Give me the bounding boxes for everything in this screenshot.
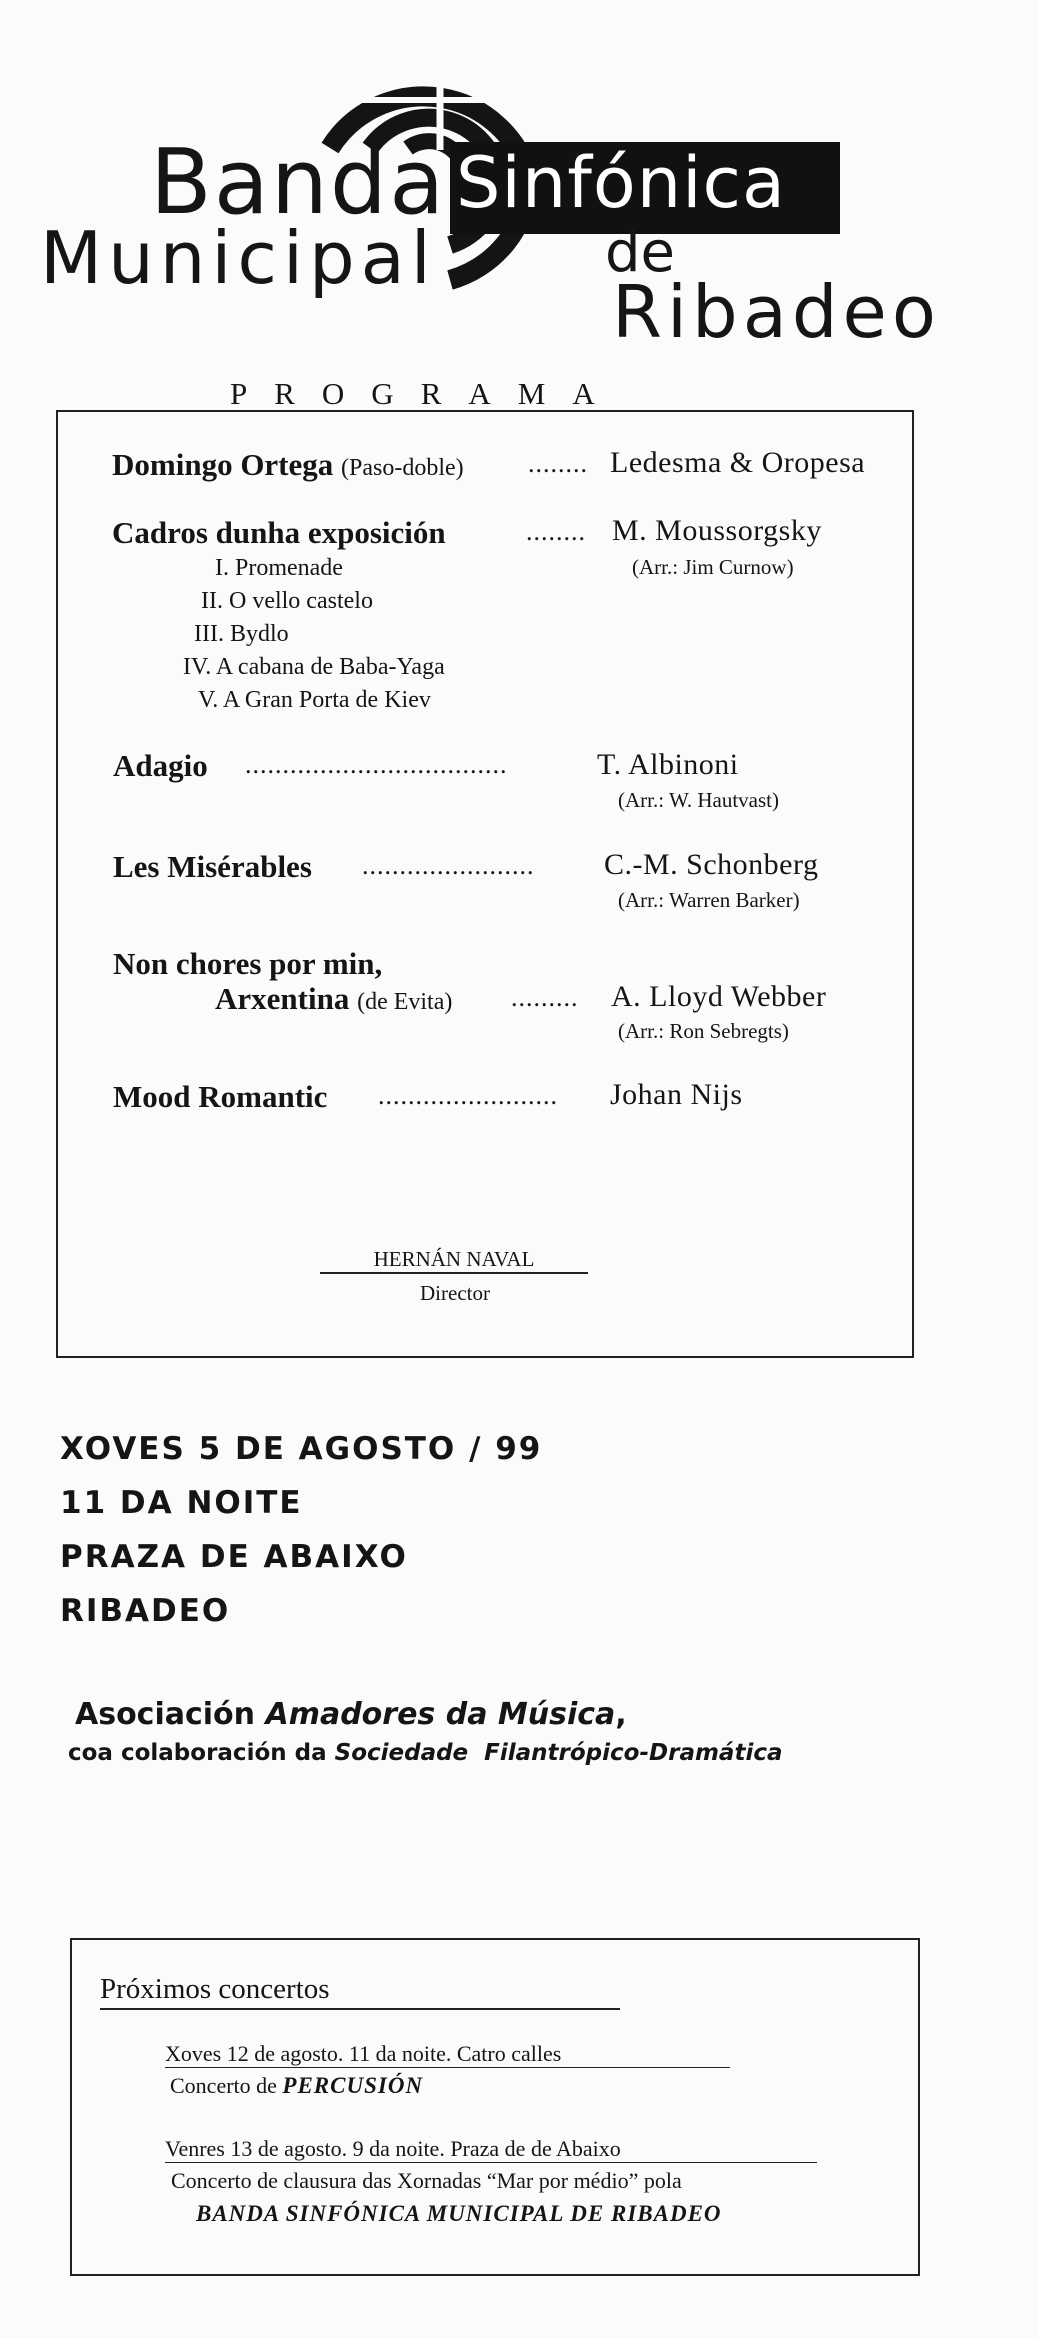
- header-ribadeo: Ribadeo: [612, 270, 941, 354]
- movement-item: III. Bydlo: [194, 621, 289, 647]
- upcoming-event-date: Venres 13 de agosto. 9 da noite. Praza de de Abaixo: [165, 2138, 817, 2163]
- program-dots: ........: [526, 517, 586, 546]
- director-name: HERNÁN NAVAL: [320, 1249, 588, 1274]
- program-dots: ........: [528, 449, 588, 478]
- program-arranger: (Arr.: Warren Barker): [618, 888, 800, 912]
- program-title-mood-romantic: Mood Romantic: [113, 1079, 328, 1114]
- program-composer: M. Moussorgsky: [612, 514, 822, 547]
- program-composer: A. Lloyd Webber: [611, 980, 827, 1013]
- movement-item: I. Promenade: [215, 555, 343, 581]
- event-town: RIBADEO: [60, 1593, 231, 1629]
- program-title-les-miserables: Les Misérables: [113, 849, 312, 884]
- program-dots: ........................: [378, 1081, 558, 1110]
- event-place: PRAZA DE ABAIXO: [60, 1539, 408, 1575]
- header-sinfonica: Sinfónica: [456, 142, 786, 224]
- program-title-arxentina: Arxentina (de Evita): [215, 981, 453, 1016]
- program-title-non-chores: Non chores por min,: [113, 946, 383, 981]
- upcoming-event-date: Xoves 12 de agosto. 11 da noite. Catro calles: [165, 2043, 730, 2068]
- program-composer: Ledesma & Oropesa: [610, 446, 866, 479]
- program-arranger: (Arr.: W. Hautvast): [618, 788, 779, 812]
- program-box: [56, 410, 914, 1358]
- movement-item: IV. A cabana de Baba-Yaga: [183, 654, 445, 680]
- upcoming-event-desc: Concerto de clausura das Xornadas “Mar por médio” pola: [171, 2168, 682, 2193]
- header-banda: Banda: [150, 130, 447, 235]
- association-line: Asociación Amadores da Música,: [75, 1697, 627, 1732]
- movement-item: V. A Gran Porta de Kiev: [198, 687, 431, 713]
- collaboration-line: coa colaboración da Sociedade Filantrópico-Dramática: [68, 1740, 783, 1766]
- program-composer: Johan Nijs: [610, 1078, 743, 1111]
- header-municipal: Municipal: [40, 216, 437, 300]
- program-dots: .......................: [362, 851, 535, 880]
- program-composer: T. Albinoni: [597, 748, 739, 781]
- upcoming-concerts-title: Próximos concertos: [100, 1975, 620, 2010]
- program-composer: C.-M. Schonberg: [604, 848, 819, 881]
- header-de: de: [605, 220, 675, 285]
- event-date: XOVES 5 DE AGOSTO / 99: [60, 1431, 543, 1467]
- program-title-adagio: Adagio: [113, 748, 208, 783]
- upcoming-event-desc: Concerto de PERCUSIÓN: [170, 2073, 424, 2098]
- program-arranger: (Arr.: Ron Sebregts): [618, 1019, 789, 1043]
- event-time: 11 DA NOITE: [60, 1485, 303, 1521]
- program-dots: .........: [511, 983, 579, 1012]
- program-title-domingo-ortega: Domingo Ortega (Paso-doble): [112, 447, 464, 482]
- upcoming-event-performer: BANDA SINFÓNICA MUNICIPAL DE RIBADEO: [196, 2201, 722, 2226]
- program-arranger: (Arr.: Jim Curnow): [632, 555, 794, 579]
- movement-item: II. O vello castelo: [201, 588, 373, 614]
- director-role: Director: [420, 1281, 490, 1305]
- program-dots: ...................................: [245, 750, 508, 779]
- programa-title: PROGRAMA: [230, 376, 622, 411]
- program-title-cadros: Cadros dunha exposición: [112, 515, 446, 550]
